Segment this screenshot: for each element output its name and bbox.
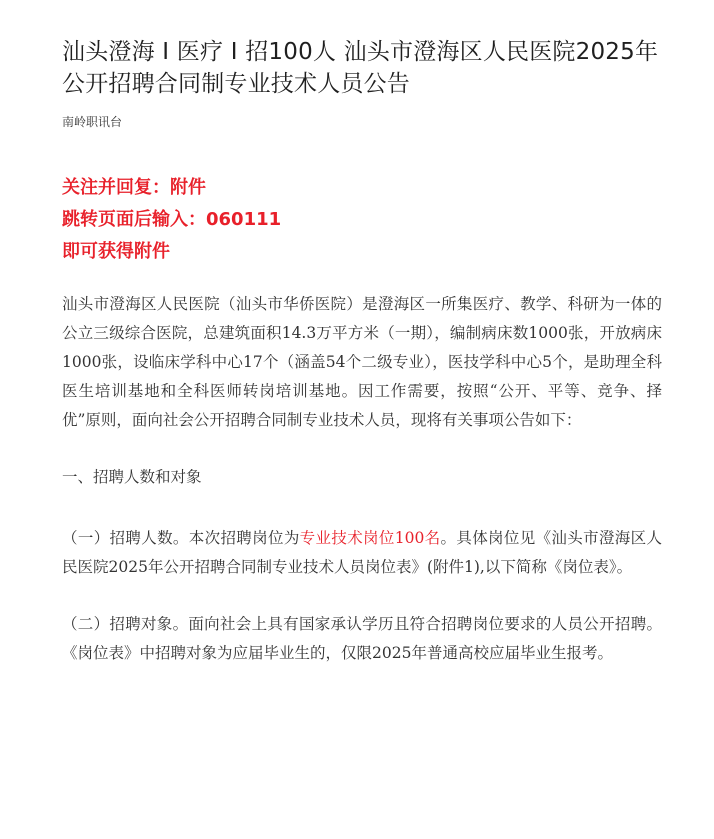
promo-line-code: 跳转页面后输入：060111 [62,209,282,230]
article [62,36,662,668]
article-title: 汕头澄海 I 医疗 I 招100人 汕头市澄海区人民医院2025年公开招聘合同制专业技术人员公告 [62,39,659,97]
promo-line-reply: 关注并回复：附件 [62,177,206,198]
recruitment-count-paragraph [62,524,662,582]
intro-paragraph: 汕头市澄海区人民医院（汕头市华侨医院）是澄海区一所集医疗、教学、科研为一体的公立三级综合医院，总建筑面积14.3万平方米（一期），编制病床数1000张，开放病床1000张，设临床学科中心17个（涵盖54个二级专业），医技学科中心5个，是助理全科医生培训基地和全科医师转岗培训基地。因工作需要，按照“公开、平等、竞争、择优”原则，面向社会公开招聘合同制专业技术人员，现将有关事项公告如下： [62,295,662,429]
recruitment-target-paragraph: （二）招聘对象。面向社会上具有国家承认学历且符合招聘岗位要求的人员公开招聘。《岗位表》中招聘对象为应届毕业生的，仅限2025年普通高校应届毕业生报考。 [62,615,662,662]
promo-line-attachment: 即可获得附件 [62,241,170,262]
author-name[interactable]: 南岭职讯台 [62,115,123,129]
count-highlight: 专业技术岗位100名 [299,529,441,547]
promo-block [62,172,662,268]
section-heading: 一、招聘人数和对象 [62,468,202,486]
count-prefix: （一）招聘人数。本次招聘岗位为 [62,529,300,547]
count-suffix: 。具体岗位见《汕头市澄海区人民医院2025年公开招聘合同制专业技术人员岗位表》(附件1),以下简称《岗位表》。 [62,529,662,576]
